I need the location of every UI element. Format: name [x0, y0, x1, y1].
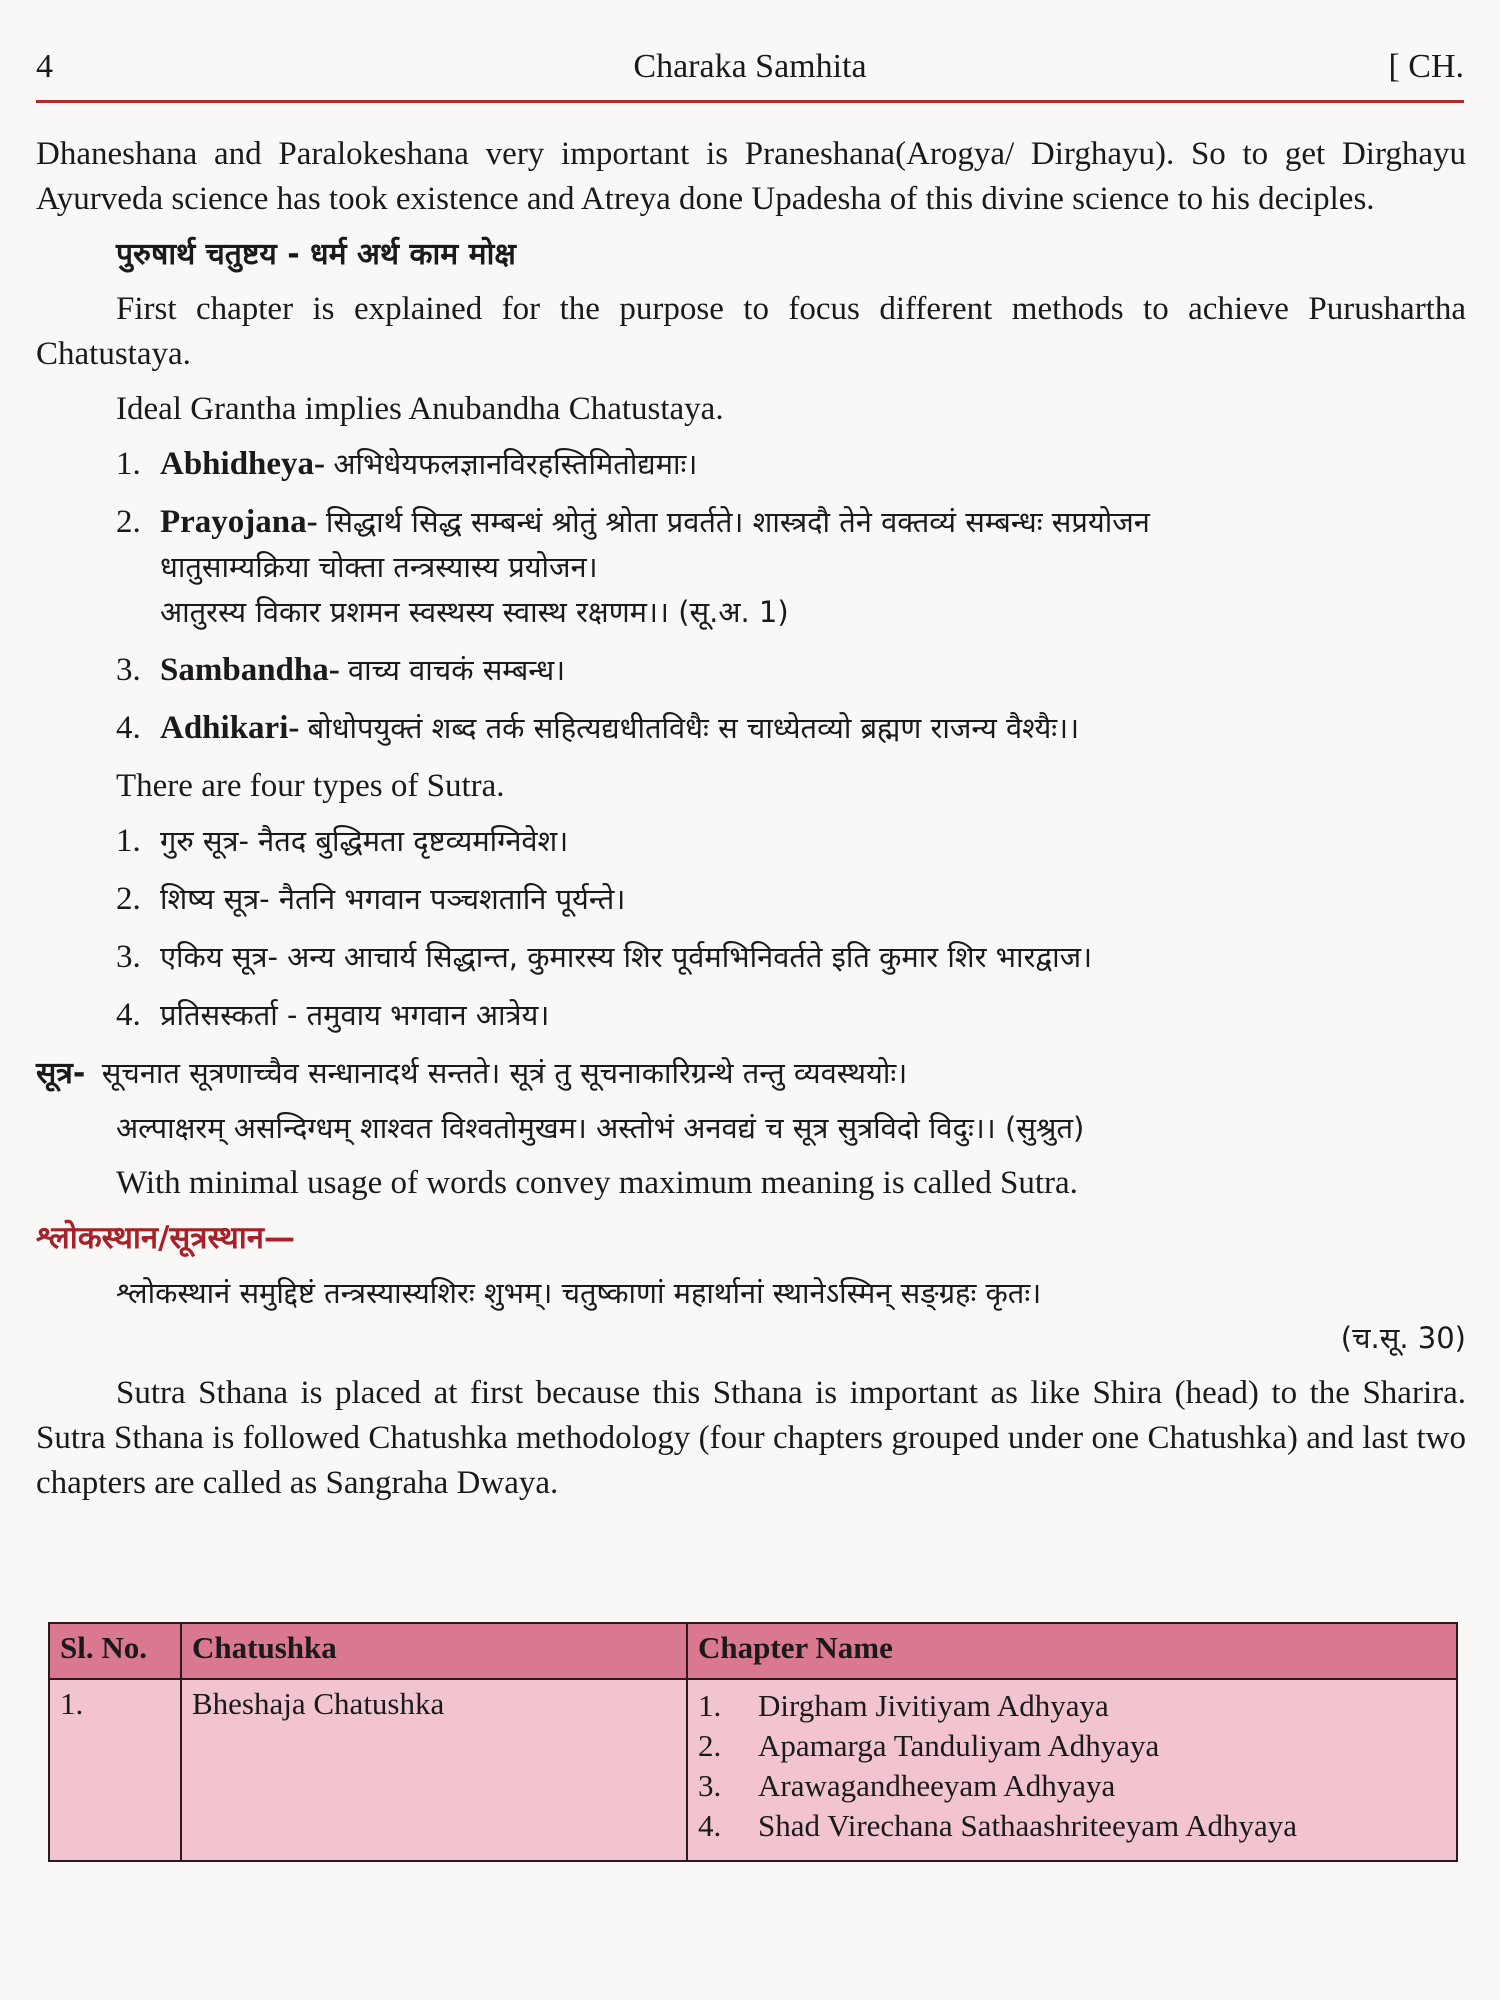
- four-types-line: There are four types of Sutra.: [116, 768, 505, 804]
- chapter-name: Shad Virechana Sathaashriteeyam Adhyaya: [758, 1808, 1298, 1843]
- running-header: [36, 48, 1464, 103]
- sutra-line-2: अल्पाक्षरम् असन्दिग्धम् शाश्वत विश्वतोमुखम। अस्तोभं अनवद्यं च सूत्र सुत्रविदो विदुः।। (सुश्रुत): [116, 1111, 1085, 1145]
- item-text: बोधोपयुक्तं शब्द तर्क सहित्यद्यधीतविधैः स चाध्येतव्यो ब्रह्मण राजन्य वैश्यैः।।: [307, 711, 1080, 745]
- chapter-list: [698, 1686, 1446, 1846]
- item-number: 3.: [116, 652, 141, 688]
- list-item: [698, 1686, 1446, 1726]
- item-number: 1.: [116, 446, 141, 482]
- sutra-meaning: With minimal usage of words convey maximum meaning is called Sutra.: [116, 1165, 1078, 1201]
- item-text: गुरु सूत्र- नैतद बुद्धिमता दृष्टव्यमग्निवेश।: [160, 824, 569, 858]
- item-term: Sambandha-: [160, 652, 340, 688]
- cell-sl-no: 1.: [49, 1679, 181, 1861]
- table-row: [49, 1679, 1457, 1861]
- list-item: [698, 1726, 1446, 1766]
- list-item: [116, 877, 1466, 922]
- col-header-chapter-name: Chapter Name: [687, 1623, 1457, 1679]
- chatushka-table: [48, 1622, 1458, 1862]
- list-item: [116, 819, 1466, 864]
- chapter-tag: [ CH.: [1388, 48, 1464, 85]
- list-item: [116, 993, 1466, 1038]
- anubandha-list: [36, 442, 1466, 751]
- sutra-types-list: [36, 819, 1466, 1038]
- item-number: 3.: [116, 939, 141, 975]
- chapter-name: Apamarga Tanduliyam Adhyaya: [758, 1728, 1160, 1763]
- item-number: 2.: [116, 504, 141, 540]
- item-number: 4.: [116, 997, 141, 1033]
- item-text: एकिय सूत्र- अन्य आचार्य सिद्धान्त, कुमारस्य शिर पूर्वमभिनिवर्तते इति कुमार शिर भारद्वाज।: [160, 940, 1093, 974]
- item-text: अभिधेयफलज्ञानविरहस्तिमितोद्यमाः।: [333, 447, 698, 481]
- chapter-name: Arawagandheeyam Adhyaya: [758, 1768, 1116, 1803]
- purushartha-heading: पुरुषार्थ चतुष्टय - धर्म अर्थ काम मोक्ष: [116, 237, 516, 272]
- page-body: [36, 132, 1466, 1506]
- list-item: [698, 1806, 1446, 1846]
- sutra-definition: [36, 1051, 1466, 1096]
- page-number: 4: [36, 48, 53, 85]
- sutra-sthana-paragraph: Sutra Sthana is placed at first because this Sthana is important as like Shira (head) to the Sharira. Sutra Sthana is followed Chatushka methodology (four chapters grouped under one Chatushka) and last two chapters are called as Sangraha Dwaya.: [36, 1375, 1466, 1501]
- item-term: Abhidheya-: [160, 446, 326, 482]
- list-item: [116, 648, 1466, 693]
- sloka-reference: (च.सू. 30): [1340, 1321, 1466, 1355]
- item-term: Prayojana-: [160, 504, 318, 540]
- list-item: [116, 442, 1466, 487]
- item-text: प्रतिसस्कर्ता - तमुवाय भगवान आत्रेय।: [160, 998, 550, 1032]
- sloka-line: श्लोकस्थानं समुद्दिष्टं तन्त्रस्यास्यशिरः शुभम्। चतुष्काणां महार्थानां स्थानेऽस्मिन् सङ्ग्रहः कृतः।: [116, 1276, 1042, 1310]
- chapter-number: 2.: [698, 1728, 722, 1763]
- list-item: [116, 706, 1466, 751]
- sutra-label: सूत्र-: [36, 1056, 86, 1091]
- item-term: Adhikari-: [160, 710, 300, 746]
- list-item: [698, 1766, 1446, 1806]
- chapter-name: Dirgham Jivitiyam Adhyaya: [758, 1688, 1109, 1723]
- intro-paragraph: Dhaneshana and Paralokeshana very important is Praneshana(Arogya/ Dirghayu). So to get Dirghayu Ayurveda science has took existence and Atreya done Upadesha of this divine science to his deciples.: [36, 136, 1466, 217]
- table-header-row: [49, 1623, 1457, 1679]
- item-continuation: धातुसाम्यक्रिया चोक्ता तन्त्रस्यास्य प्रयोजन।: [160, 550, 598, 584]
- sthana-heading: श्लोकस्थान/सूत्रस्थान—: [36, 1220, 295, 1256]
- col-header-sl-no: Sl. No.: [49, 1623, 181, 1679]
- chapter-number: 1.: [698, 1688, 722, 1723]
- chapter-number: 4.: [698, 1808, 722, 1843]
- item-number: 2.: [116, 881, 141, 917]
- item-text: शिष्य सूत्र- नैतनि भगवान पञ्चशतानि पूर्यन्ते।: [160, 882, 626, 916]
- chapter-number: 3.: [698, 1768, 722, 1803]
- sutra-line-1: सूचनात सूत्रणाच्चैव सन्धानादर्थ सन्तते। सूत्रं तु सूचनाकारिग्रन्थे तन्तु व्यवस्थयोः।: [101, 1056, 908, 1090]
- ideal-grantha-line: Ideal Grantha implies Anubandha Chatustaya.: [116, 391, 724, 427]
- item-number: 1.: [116, 823, 141, 859]
- cell-chatushka: Bheshaja Chatushka: [181, 1679, 687, 1861]
- item-continuation: आतुरस्य विकार प्रशमन स्वस्थस्य स्वास्थ रक्षणम।। (सू.अ. 1): [160, 595, 789, 629]
- col-header-chatushka: Chatushka: [181, 1623, 687, 1679]
- list-item: [116, 500, 1466, 635]
- item-text: वाच्य वाचकं सम्बन्ध।: [348, 653, 566, 687]
- list-item: [116, 935, 1466, 980]
- first-chapter-paragraph: First chapter is explained for the purpose to focus different methods to achieve Purushartha Chatustaya.: [36, 291, 1466, 372]
- cell-chapters: [687, 1679, 1457, 1861]
- book-title: Charaka Samhita: [633, 48, 867, 85]
- item-text: सिद्धार्थ सिद्ध सम्बन्धं श्रोतुं श्रोता प्रवर्तते। शास्त्रदौ तेने वक्तव्यं सम्बन्धः सप्रयोजन: [325, 505, 1150, 539]
- item-number: 4.: [116, 710, 141, 746]
